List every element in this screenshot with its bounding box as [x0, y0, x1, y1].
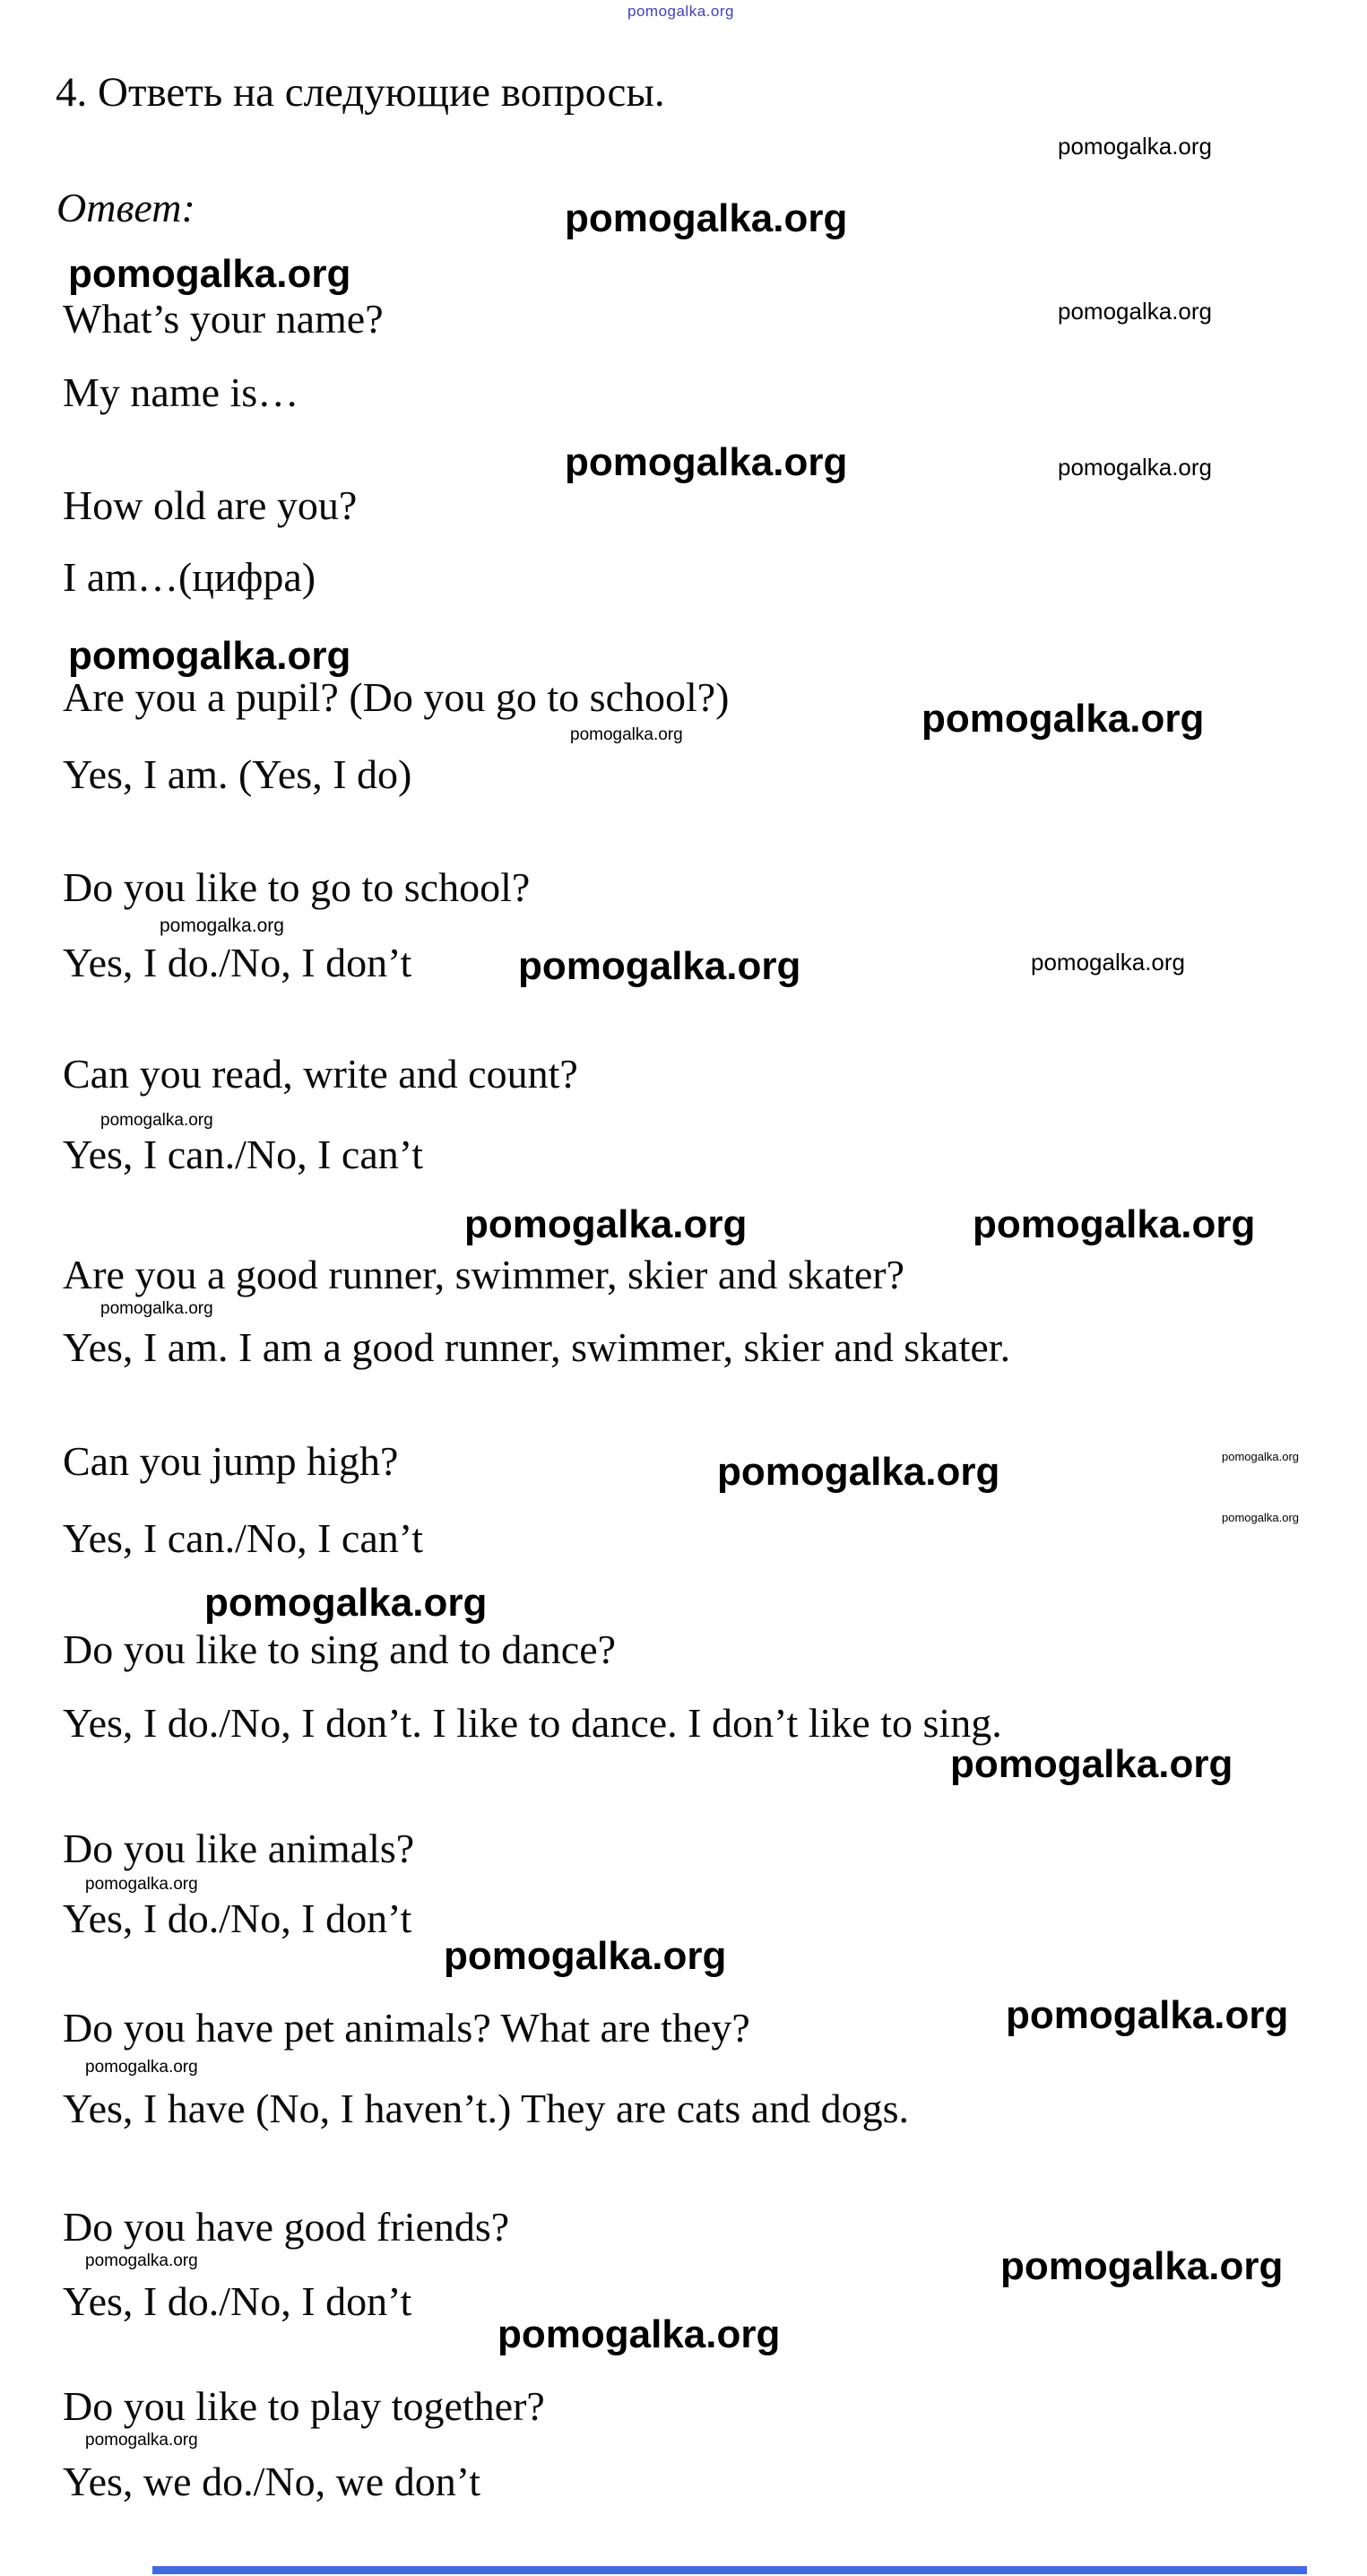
watermark: pomogalka.org	[950, 1742, 1233, 1786]
bottom-accent-bar	[152, 2566, 1307, 2574]
watermark: pomogalka.org	[921, 697, 1205, 741]
question-line: Can you jump high?	[63, 1438, 399, 1484]
watermark: pomogalka.org	[68, 252, 351, 296]
watermark: pomogalka.org	[444, 1934, 727, 1978]
answer-line: Yes, I have (No, I haven’t.) They are cats and dogs.	[63, 2086, 910, 2131]
answer-line: Yes, I am. I am a good runner, swimmer, skier and skater.	[63, 1324, 1011, 1370]
answer-line: Yes, I am. (Yes, I do)	[63, 751, 412, 797]
question-line: What’s your name?	[63, 296, 384, 342]
question-line: How old are you?	[63, 482, 358, 528]
watermark: pomogalka.org	[570, 725, 683, 744]
watermark: pomogalka.org	[204, 1581, 488, 1625]
watermark: pomogalka.org	[85, 2058, 198, 2077]
answer-line: My name is…	[63, 369, 299, 415]
watermark: pomogalka.org	[1006, 1993, 1289, 2037]
watermark: pomogalka.org	[973, 1202, 1256, 1246]
watermark: pomogalka.org	[100, 1111, 213, 1130]
watermark: pomogalka.org	[1031, 949, 1185, 976]
watermark: pomogalka.org	[565, 196, 848, 240]
answer-line: Yes, I do./No, I don’t	[63, 2278, 412, 2324]
watermark: pomogalka.org	[68, 634, 351, 678]
answer-line: I am…(цифра)	[63, 554, 316, 600]
question-line: Do you like animals?	[63, 1826, 415, 1871]
watermark: pomogalka.org	[1058, 133, 1212, 160]
question-line: Are you a good runner, swimmer, skier and skater?	[63, 1252, 905, 1297]
watermark: pomogalka.org	[85, 2251, 198, 2270]
watermark: pomogalka.org	[1222, 1450, 1299, 1463]
answer-label: Ответ:	[56, 185, 195, 230]
answer-line: Yes, I do./No, I don’t. I like to dance. I don’t like to sing.	[63, 1700, 1002, 1746]
question-line: Do you have good friends?	[63, 2204, 510, 2250]
watermark: pomogalka.org	[1222, 1511, 1299, 1524]
question-line: Do you like to play together?	[63, 2383, 545, 2429]
watermark: pomogalka.org	[1058, 454, 1212, 481]
question-line: Do you have pet animals? What are they?	[63, 2005, 750, 2051]
watermark: pomogalka.org	[1000, 2244, 1284, 2288]
watermark: pomogalka.org	[160, 915, 284, 936]
answer-line: Yes, I can./No, I can’t	[63, 1515, 424, 1561]
question-line: Can you read, write and count?	[63, 1051, 578, 1097]
watermark: pomogalka.org	[85, 2431, 198, 2450]
watermark: pomogalka.org	[497, 2312, 781, 2356]
watermark: pomogalka.org	[717, 1450, 1000, 1494]
watermark: pomogalka.org	[565, 440, 848, 484]
watermark: pomogalka.org	[1058, 298, 1212, 325]
question-line: Do you like to go to school?	[63, 864, 531, 910]
answer-line: Yes, we do./No, we don’t	[63, 2459, 480, 2504]
answer-line: Yes, I do./No, I don’t	[63, 940, 412, 985]
answer-line: Yes, I can./No, I can’t	[63, 1132, 424, 1177]
watermark: pomogalka.org	[464, 1202, 748, 1246]
watermark: pomogalka.org	[85, 1875, 198, 1894]
question-line: Are you a pupil? (Do you go to school?)	[63, 674, 730, 720]
watermark: pomogalka.org	[518, 944, 801, 988]
question-line: Do you like to sing and to dance?	[63, 1626, 617, 1672]
task-heading: 4. Ответь на следующие вопросы.	[56, 69, 665, 116]
answer-line: Yes, I do./No, I don’t	[63, 1895, 412, 1941]
watermark: pomogalka.org	[100, 1299, 213, 1318]
watermark-blue-top: pomogalka.org	[627, 3, 734, 20]
